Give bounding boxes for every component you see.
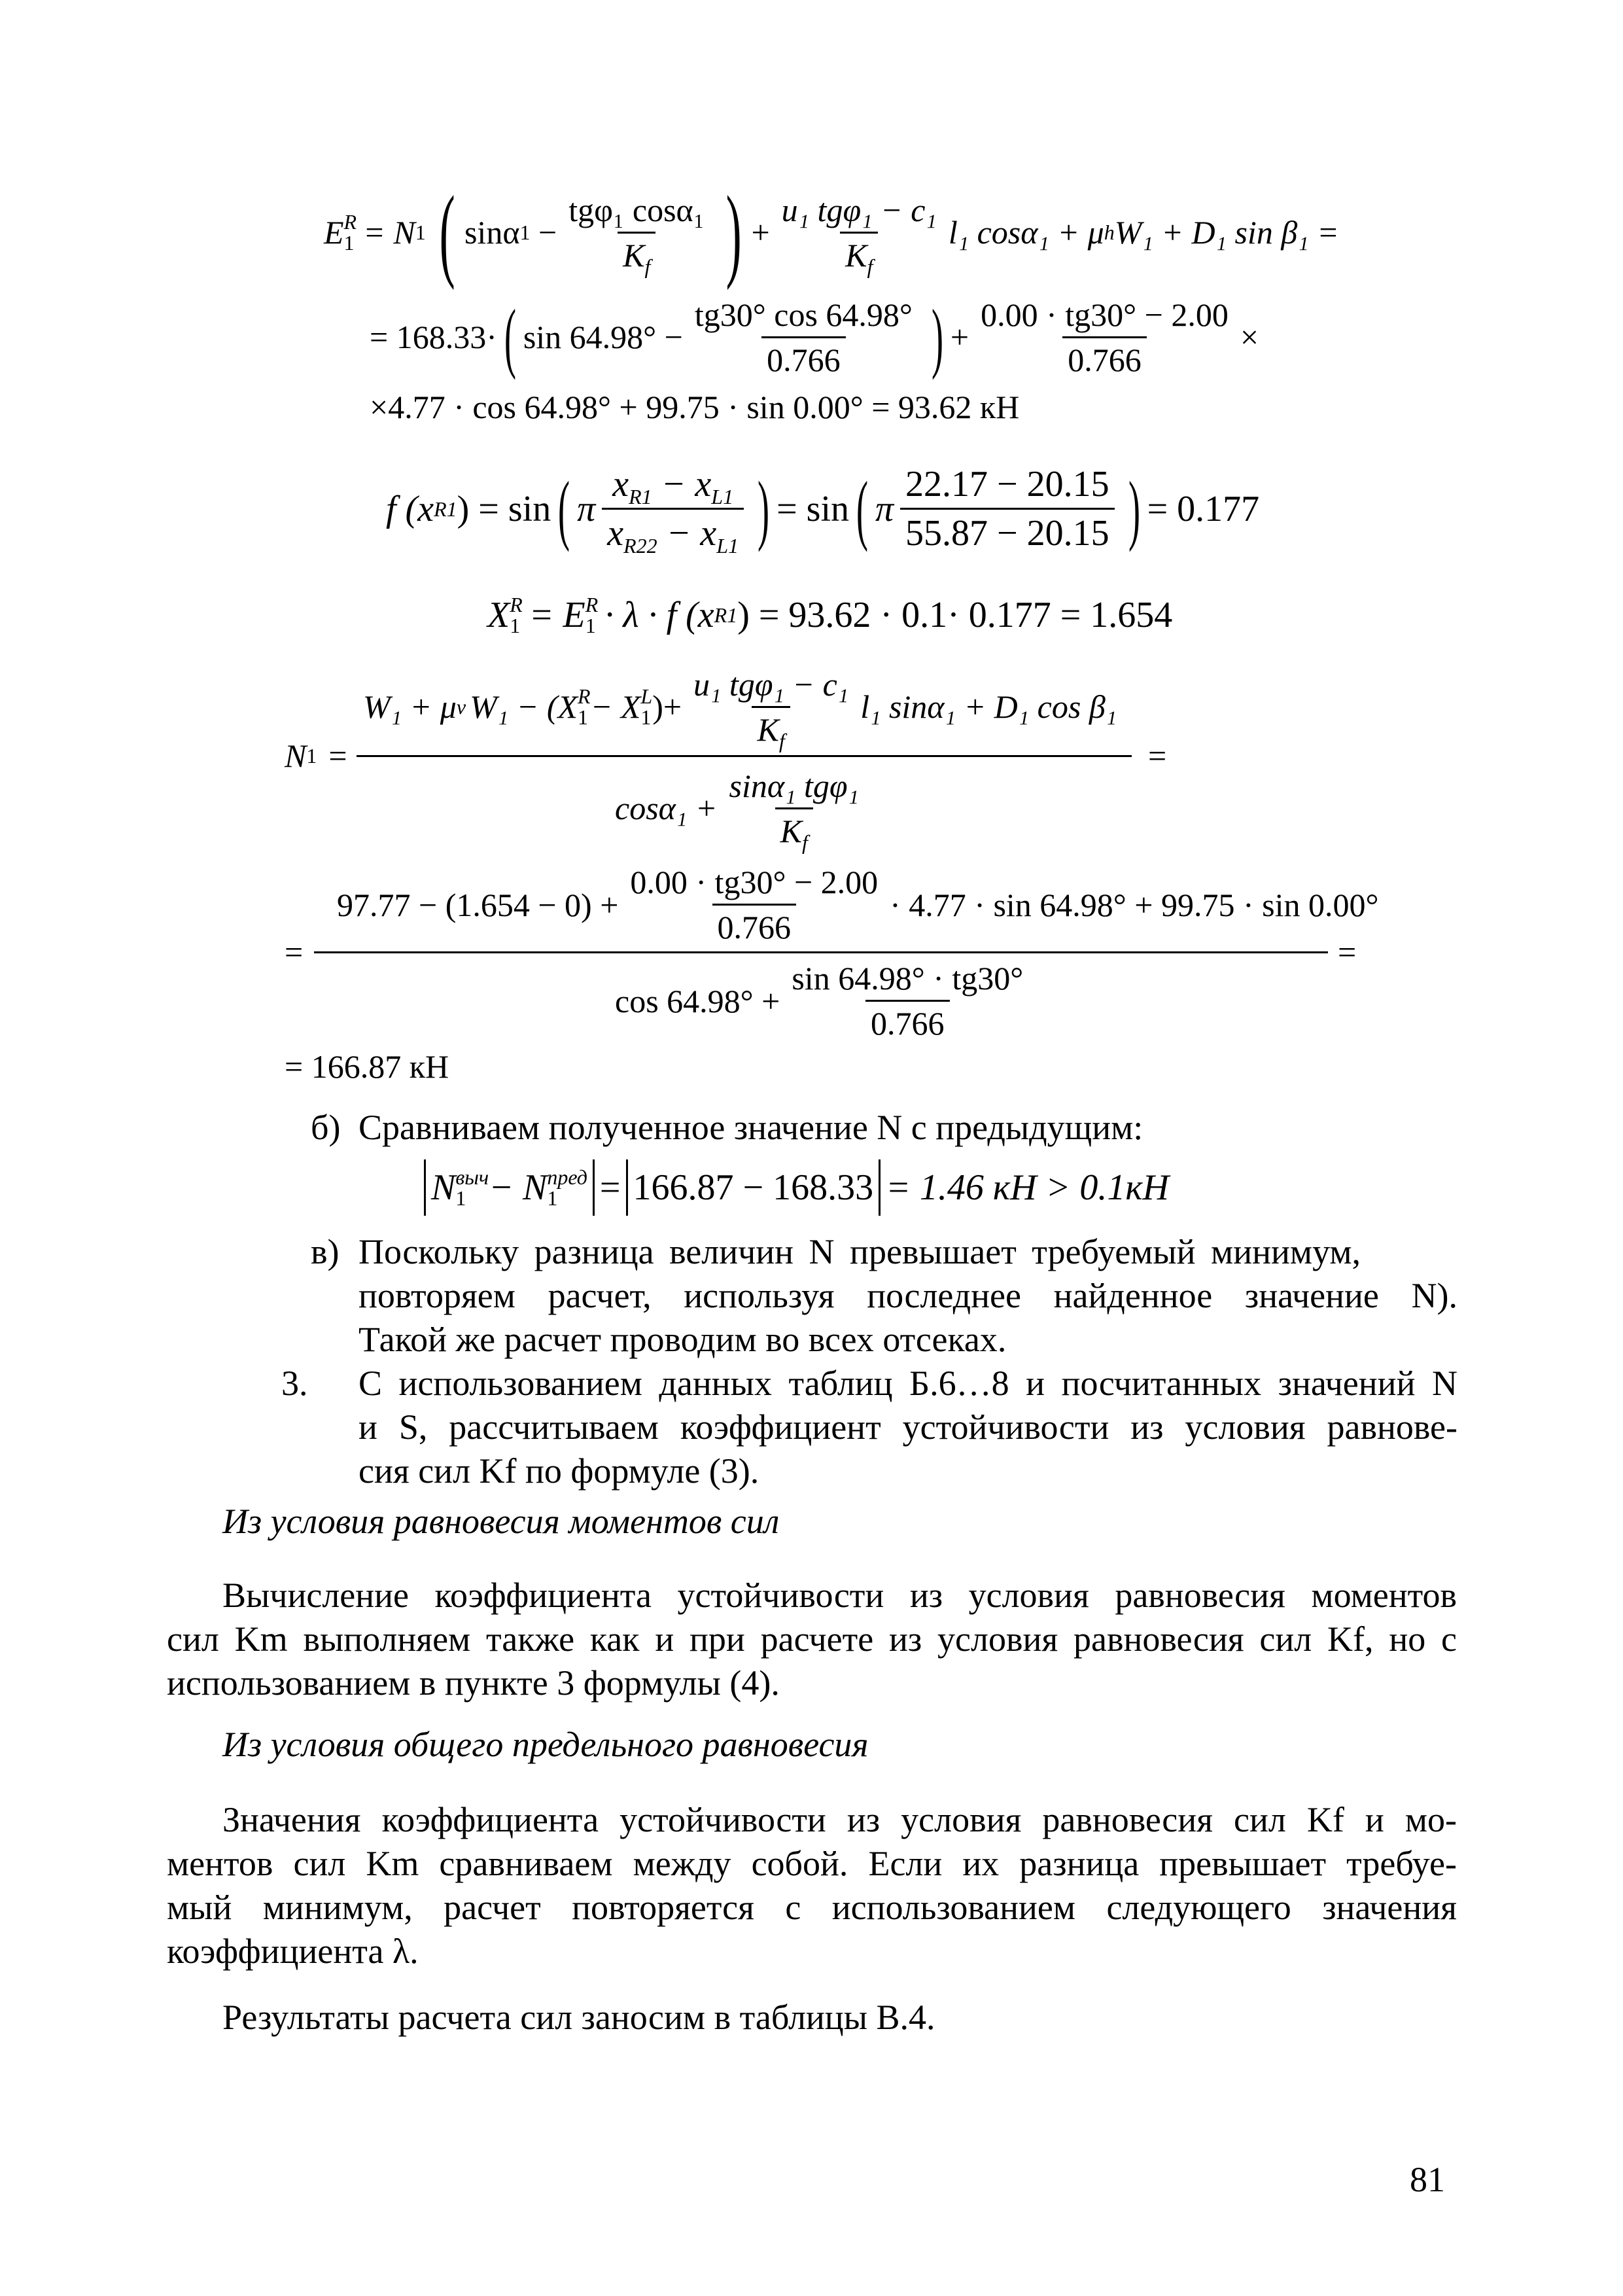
- formula-text: = 168.33·: [370, 319, 497, 355]
- abs-bar: [626, 1159, 628, 1216]
- plus-sign: +: [751, 214, 770, 251]
- text-line: Вычисление коэффициента устойчивости из условия равновесия моментов: [222, 1576, 1457, 1615]
- fraction-numerator: 0.00 · tg30° − 2.00: [630, 864, 879, 900]
- fraction-numerator: tg30° cos 64.98°: [694, 296, 913, 333]
- fraction: [602, 464, 744, 558]
- equals-sign: =: [1148, 737, 1167, 774]
- plus-sign: +: [950, 319, 969, 355]
- formula-text: l₁ cosα₁ + μ: [948, 214, 1104, 251]
- formula-text: · λ · f (x: [604, 595, 714, 635]
- formula-sub: f: [644, 254, 651, 278]
- formula-text: π: [875, 488, 894, 529]
- formula-e1r-line2: [370, 288, 1259, 386]
- fraction-numerator: sinα₁ tgφ₁: [729, 767, 859, 804]
- section-heading: Из условия равновесия моментов сил: [222, 1502, 780, 1541]
- formula-text: K: [623, 236, 645, 274]
- formula-text: sinα: [464, 214, 520, 251]
- formula-sup: R: [585, 593, 599, 616]
- formula-text: W₁ − (X: [470, 688, 578, 725]
- formula-text: cos 64.98° +: [615, 982, 780, 1019]
- right-paren: ): [931, 293, 943, 380]
- right-paren: ): [1128, 465, 1140, 552]
- left-paren: (: [558, 465, 570, 552]
- text-line: коэффициента λ.: [167, 1932, 419, 1971]
- formula-text: − x: [652, 464, 712, 504]
- formula-text: − X: [590, 688, 641, 725]
- formula-compare: [419, 1155, 1169, 1220]
- formula-n1-result: = 166.87 кН: [285, 1048, 449, 1085]
- abs-bar: [879, 1159, 881, 1216]
- formula-text: = 1.46 кН > 0.1кН: [886, 1167, 1169, 1208]
- formula-symbol: E: [324, 214, 344, 251]
- section-heading: Из условия общего предельного равновесия: [222, 1725, 869, 1764]
- fraction: [625, 866, 883, 944]
- text-line: сия сил Kf по формуле (3).: [358, 1451, 759, 1491]
- formula-sub: 1: [585, 614, 596, 637]
- formula-n1-numeric-denominator: [615, 957, 1035, 1045]
- formula-sub: L1: [716, 534, 739, 558]
- formula-text: = N: [363, 214, 415, 251]
- fraction-numerator: u₁ tgφ₁ − c₁: [781, 191, 937, 228]
- formula-text: )+: [652, 688, 682, 725]
- formula-sub: R1: [629, 485, 652, 509]
- formula-text: π: [577, 488, 596, 529]
- text-line: ментов сил Km сравниваем между собой. Если их разница превышает требуе-: [167, 1844, 1457, 1883]
- formula-text: K: [780, 812, 802, 849]
- text-line: Поскольку разница величин N превышает требуемый минимум,: [358, 1232, 1361, 1271]
- formula-sub: f: [801, 830, 808, 854]
- formula-sub: 1: [578, 705, 589, 729]
- list-item-text: [358, 1230, 1457, 1362]
- formula-text: 97.77 − (1.654 − 0) +: [337, 886, 619, 923]
- formula-sub: 1: [510, 614, 521, 637]
- left-paren: (: [856, 465, 868, 552]
- formula-sup: выч: [455, 1165, 489, 1189]
- formula-n1-numeric-numerator: [337, 864, 1379, 945]
- fraction-numerator: tgφ₁ cosα₁: [568, 191, 705, 228]
- text-line: Такой же расчет проводим во всех отсеках.: [358, 1320, 1007, 1359]
- formula-n1-lhs: N 1 =: [285, 737, 347, 774]
- formula-sub: f: [778, 728, 785, 752]
- abs-bar: [424, 1159, 426, 1216]
- formula-text: sin 64.98° −: [523, 319, 683, 355]
- right-paren: ): [758, 465, 770, 552]
- list-item-text: [358, 1362, 1457, 1493]
- formula-text: = sin: [777, 488, 849, 529]
- formula-x1r: X R 1 = E R 1 · λ · f (x R1 ) = 93.62 · 0.1· 0.177 = 1.654: [487, 593, 1173, 637]
- formula-text: x: [607, 513, 624, 554]
- text-line: и S, рассчитываем коэффициент устойчивости из условия равнове-: [358, 1407, 1457, 1447]
- formula-text: W₁ + D₁ sin β₁ =: [1114, 214, 1339, 251]
- list-label: в): [311, 1232, 340, 1271]
- fraction: [975, 298, 1234, 376]
- fraction-denominator: [840, 232, 878, 278]
- fraction: [777, 191, 942, 278]
- formula-sup: пред: [547, 1165, 587, 1189]
- formula-e1r-line3: ×4.77 · cos 64.98° + 99.75 · sin 0.00° = 93.62 кН: [370, 389, 1020, 425]
- fraction-denominator: 0.766: [865, 1000, 950, 1040]
- fraction-denominator: [775, 807, 813, 854]
- paragraph: [167, 1574, 1457, 1705]
- formula-text: K: [757, 711, 779, 748]
- formula-sub: 1: [547, 1186, 558, 1210]
- fraction: [563, 191, 710, 278]
- fraction-denominator: 0.766: [712, 904, 797, 944]
- fraction: [688, 665, 854, 752]
- fraction-denominator: [618, 232, 655, 278]
- formula-sup: R: [510, 593, 523, 616]
- formula-text: = 0.177: [1147, 488, 1260, 529]
- fraction: [786, 962, 1028, 1040]
- fraction: [724, 767, 864, 854]
- paragraph: [167, 1798, 1457, 1973]
- main-fraction-line: [357, 755, 1132, 757]
- formula-sub: f: [867, 254, 873, 278]
- equals-sign: =: [328, 737, 347, 774]
- equals-sign: =: [599, 1167, 621, 1208]
- formula-sup: L: [640, 684, 653, 708]
- formula-text: = E: [529, 595, 585, 635]
- formula-text: ) = 93.62 · 0.1· 0.177 = 1.654: [737, 595, 1173, 635]
- formula-text: ) = sin: [457, 488, 551, 529]
- formula-text: − N: [489, 1167, 548, 1208]
- fraction-numerator: [607, 466, 739, 508]
- formula-symbol: X: [487, 595, 510, 635]
- formula-sub: R22: [623, 534, 657, 558]
- formula-fx: f (x R1 ) = sin ( π $\frac{x_{R1} - x_{L1}}{x_{R22} - x_{L1}}$ ) = sin ( π $\frac{22.17 - 20.15}{55.87 - 20.15}$ ) = 0.177: [386, 464, 1260, 558]
- right-paren: ): [725, 174, 742, 291]
- formula-text: 166.87 − 168.33: [633, 1167, 874, 1208]
- formula-text: x: [612, 464, 629, 504]
- formula-n1-numerator: W₁ + μ v W₁ − (X R 1 − X L 1 )+ $\frac{\text{u₁ tgφ₁ − c₁}}{K_f}$ l₁ sinα₁ + D₁ cos β₁: [363, 665, 1117, 752]
- main-fraction-line: [314, 951, 1328, 953]
- left-paren: (: [439, 174, 455, 291]
- paragraph: Результаты расчета сил заносим в таблицы В.4.: [222, 1998, 935, 2037]
- formula-sub: L1: [711, 485, 734, 509]
- times-sign: ×: [1240, 319, 1259, 355]
- fraction-denominator: 55.87 − 20.15: [900, 508, 1115, 552]
- text-line: сил Km выполняем также как и при расчете из условия равновесия сил Kf, но с: [167, 1619, 1457, 1659]
- formula-text: − x: [657, 513, 717, 554]
- formula-symbol: N: [431, 1167, 456, 1208]
- equals-sign: =: [1338, 934, 1357, 970]
- fraction-numerator: 22.17 − 20.15: [905, 464, 1109, 504]
- list-item-text: Сравниваем полученное значение N с предыдущим:: [358, 1108, 1143, 1147]
- fraction: [689, 298, 918, 376]
- fraction-denominator: [752, 706, 790, 752]
- formula-sub: 1: [640, 705, 652, 729]
- left-paren: (: [504, 293, 516, 380]
- text-line: С использованием данных таблиц Б.6…8 и посчитанных значений N: [358, 1364, 1457, 1403]
- formula-sup: R: [578, 684, 591, 708]
- formula-text: cosα₁ +: [615, 790, 718, 826]
- fraction: [900, 466, 1115, 552]
- equals-sign: =: [285, 934, 304, 970]
- formula-sub: 1: [343, 231, 355, 255]
- fraction-numerator: 0.00 · tg30° − 2.00: [981, 296, 1229, 333]
- formula-n1-denominator: [615, 762, 871, 854]
- formula-text: f (x: [386, 488, 434, 529]
- formula-symbol: N: [285, 737, 307, 774]
- fraction-denominator: [602, 508, 744, 558]
- formula-e1r-line1: E R 1 = N 1 ( sinα 1 − $\frac{\text{tgφ₁ cosα₁}}{K_f}$ ) + $\frac{\text{u₁ tgφ₁ − c₁}}{K_f}$ l₁ cosα₁ + μ h W₁ + D₁ sin β₁ =: [324, 174, 1339, 291]
- text-line: использованием в пункте 3 формулы (4).: [167, 1663, 780, 1703]
- text-line: Значения коэффициента устойчивости из условия равновесия сил Kf и мо-: [222, 1800, 1457, 1839]
- formula-text: · 4.77 · sin 64.98° + 99.75 · sin 0.00°: [890, 886, 1379, 923]
- page-number: 81: [1410, 2160, 1445, 2199]
- fraction-denominator: 0.766: [761, 336, 846, 376]
- text-line: мый минимум, расчет повторяется с использованием следующего значения: [167, 1888, 1457, 1927]
- abs-bar: [593, 1159, 595, 1216]
- formula-sup: R: [343, 210, 357, 234]
- formula-sub: 1: [455, 1186, 466, 1210]
- list-label: б): [311, 1108, 341, 1147]
- formula-text: K: [845, 236, 867, 274]
- fraction-numerator: u₁ tgφ₁ − c₁: [693, 665, 849, 703]
- fraction-denominator: 0.766: [1062, 336, 1147, 376]
- formula-text: l₁ sinα₁ + D₁ cos β₁: [860, 688, 1117, 725]
- formula-text: W₁ + μ: [363, 688, 457, 725]
- fraction-numerator: sin 64.98° · tg30°: [792, 960, 1024, 997]
- minus-sign: −: [530, 214, 557, 251]
- list-label: 3.: [281, 1364, 308, 1403]
- text-line: повторяем расчет, используя последнее найденное значение N).: [358, 1276, 1457, 1315]
